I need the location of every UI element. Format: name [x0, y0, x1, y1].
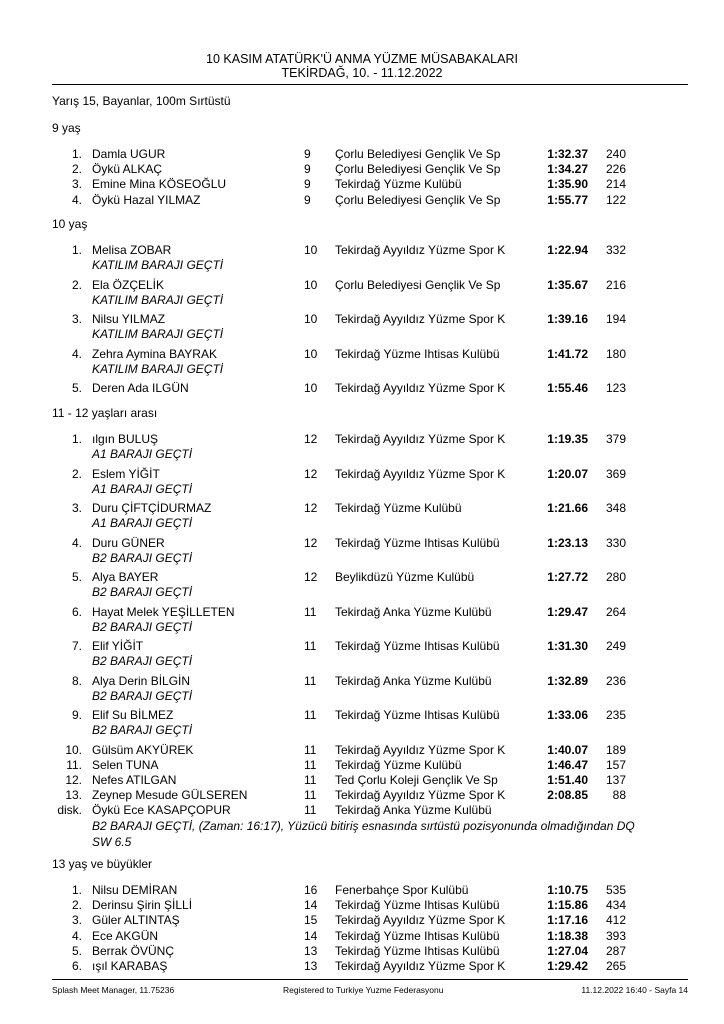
place-number: 4. — [71, 928, 82, 943]
swimmer-name: Öykü Hazal YILMAZ — [92, 192, 201, 207]
place-number: 1. — [71, 243, 82, 257]
club-name: Tekirdağ Ayyıldız Yüzme Spor K — [335, 913, 506, 928]
club-name: Tekirdağ Yüzme Kulübü — [335, 177, 462, 192]
points: 194 — [605, 312, 626, 326]
place-number: 5. — [71, 570, 82, 584]
points: 332 — [605, 243, 626, 257]
place-number: 11. — [66, 757, 82, 772]
swimmer-age: 16 — [304, 883, 318, 897]
swimmer-name: Melisa ZOBAR — [92, 243, 172, 257]
place-number: 5. — [71, 381, 82, 395]
age-group-heading: 13 yaş ve büyükler — [52, 857, 153, 871]
swimmer-age: 12 — [304, 432, 318, 446]
swimmer-name: Ela ÖZÇELİK — [92, 277, 165, 292]
swimmer-age: 9 — [304, 177, 311, 192]
swimmer-age: 11 — [304, 803, 317, 818]
swimmer-age: 10 — [304, 312, 318, 326]
place-number: 3. — [71, 312, 82, 326]
place-number: 8. — [71, 673, 82, 688]
finish-time: 1:32.37 — [547, 147, 588, 161]
result-row — [0, 674, 724, 689]
finish-time: 1:32.89 — [547, 673, 588, 688]
points: 280 — [605, 570, 626, 584]
footer-left: Splash Meet Manager, 11.75236 — [52, 985, 175, 995]
finish-time: 1:15.86 — [547, 898, 588, 913]
finish-time: 1:29.42 — [547, 959, 588, 973]
result-row — [0, 883, 724, 898]
points: 180 — [605, 346, 626, 361]
points: 88 — [612, 788, 626, 803]
points: 226 — [605, 162, 626, 177]
finish-time: 1:35.90 — [547, 177, 588, 192]
swimmer-age: 11 — [304, 772, 317, 787]
result-row — [0, 944, 724, 959]
place-number: 6. — [71, 604, 82, 619]
finish-time: 1:34.27 — [547, 162, 588, 177]
finish-time: 1:22.94 — [547, 243, 588, 257]
club-name: Tekirdağ Anka Yüzme Kulübü — [335, 604, 492, 619]
qualification-note: KATILIM BARAJI GEÇTİ — [92, 292, 224, 307]
place-number: 13. — [65, 788, 82, 803]
place-number: 5. — [71, 943, 82, 958]
result-row — [0, 708, 724, 723]
result-row — [0, 312, 724, 327]
points: 412 — [605, 913, 626, 928]
finish-time: 1:20.07 — [547, 466, 588, 481]
qualification-note: B2 BARAJI GEÇTİ — [92, 654, 193, 668]
swimmer-name: Öykü Ece KASAPÇOPUR — [92, 803, 231, 818]
club-name: Fenerbahçe Spor Kulübü — [335, 883, 469, 897]
footer-divider — [52, 979, 688, 980]
document-subtitle: TEKİRDAĞ, 10. - 11.12.2022 — [281, 66, 443, 80]
club-name: Tekirdağ Yüzme Kulübü — [335, 501, 462, 515]
points: 189 — [605, 742, 626, 757]
qualification-note: B2 BARAJI GEÇTİ — [92, 585, 193, 599]
result-row — [0, 773, 724, 788]
qualification-note: A1 BARAJI GEÇTİ — [92, 516, 193, 530]
result-row — [0, 243, 724, 258]
points: 122 — [605, 192, 626, 207]
finish-time: 1:19.35 — [547, 432, 588, 446]
club-name: Tekirdağ Yüzme Ihtisas Kulübü — [335, 898, 500, 913]
result-row — [0, 162, 724, 177]
points: 535 — [605, 883, 626, 897]
qualification-note: KATILIM BARAJI GEÇTİ — [92, 258, 224, 272]
result-row — [0, 898, 724, 913]
club-name: Çorlu Belediyesi Gençlik Ve Sp — [335, 192, 501, 207]
swimmer-age: 10 — [304, 277, 318, 292]
points: 235 — [605, 708, 626, 722]
swimmer-age: 11 — [304, 757, 317, 772]
place-number: 2. — [71, 162, 82, 177]
result-row — [0, 467, 724, 482]
place-number: 6. — [71, 959, 82, 973]
swimmer-age: 9 — [304, 147, 311, 161]
swimmer-name: Zehra Aymina BAYRAK — [92, 346, 217, 361]
place-number: 3. — [71, 177, 82, 192]
swimmer-name: Nilsu YILMAZ — [92, 312, 166, 326]
swimmer-name: Hayat Melek YEŞİLLETEN — [92, 604, 235, 619]
age-group-heading: 11 - 12 yaşları arası — [52, 406, 158, 420]
club-name: Tekirdağ Ayyıldız Yüzme Spor K — [335, 788, 506, 803]
result-row — [0, 803, 724, 818]
finish-time: 1:29.47 — [547, 604, 588, 619]
result-row — [0, 959, 724, 974]
points: 137 — [605, 772, 626, 787]
club-name: Tekirdağ Ayyıldız Yüzme Spor K — [335, 243, 506, 257]
club-name: Tekirdağ Anka Yüzme Kulübü — [335, 803, 492, 818]
swimmer-name: Ece AKGÜN — [92, 928, 159, 943]
place-number: 7. — [71, 639, 82, 653]
disqualification-note: B2 BARAJI GEÇTİ, (Zaman: 16:17), Yüzücü bitiriş esnasında sırtüstü pozisyonunda olmadığından DQ SW 6.5 — [92, 819, 635, 850]
place-number: disk. — [57, 803, 82, 818]
finish-time: 1:55.77 — [547, 192, 588, 207]
finish-time: 2:08.85 — [547, 788, 588, 803]
club-name: Tekirdağ Yüzme Ihtisas Kulübü — [335, 639, 500, 653]
finish-time: 1:35.67 — [547, 277, 588, 292]
result-row — [0, 743, 724, 758]
result-row — [0, 278, 724, 293]
club-name: Tekirdağ Ayyıldız Yüzme Spor K — [335, 742, 506, 757]
result-row — [0, 381, 724, 396]
result-row — [0, 347, 724, 362]
swimmer-age: 10 — [304, 346, 318, 361]
finish-time: 1:46.47 — [547, 757, 588, 772]
swimmer-name: Alya BAYER — [92, 570, 159, 584]
swimmer-name: ılgın BULUŞ — [92, 432, 159, 446]
club-name: Tekirdağ Yüzme Kulübü — [335, 757, 462, 772]
result-row — [0, 432, 724, 447]
club-name: Ted Çorlu Koleji Gençlik Ve Sp — [335, 772, 498, 787]
swimmer-name: Berrak ÖVÜNÇ — [92, 943, 175, 958]
finish-time: 1:18.38 — [547, 928, 588, 943]
swimmer-name: Elif Su BİLMEZ — [92, 708, 174, 722]
swimmer-age: 14 — [304, 898, 318, 913]
points: 379 — [605, 432, 626, 446]
qualification-note: A1 BARAJI GEÇTİ — [92, 481, 193, 496]
swimmer-name: Eslem YİĞİT — [92, 466, 160, 481]
qualification-note: B2 BARAJI GEÇTİ — [92, 619, 193, 634]
club-name: Tekirdağ Yüzme Ihtisas Kulübü — [335, 708, 500, 722]
club-name: Beylikdüzü Yüzme Kulübü — [335, 570, 475, 584]
finish-time: 1:23.13 — [547, 535, 588, 550]
finish-time: 1:39.16 — [547, 312, 588, 326]
age-group-heading: 9 yaş — [52, 121, 81, 135]
club-name: Çorlu Belediyesi Gençlik Ve Sp — [335, 277, 501, 292]
finish-time: 1:31.30 — [547, 639, 588, 653]
club-name: Tekirdağ Ayyıldız Yüzme Spor K — [335, 959, 506, 973]
swimmer-age: 11 — [304, 708, 317, 722]
swimmer-name: Öykü ALKAÇ — [92, 162, 163, 177]
finish-time: 1:55.46 — [547, 381, 588, 395]
age-group-heading: 10 yaş — [52, 217, 88, 231]
swimmer-age: 11 — [304, 788, 317, 803]
result-row — [0, 929, 724, 944]
swimmer-age: 11 — [304, 604, 317, 619]
result-row — [0, 570, 724, 585]
footer-right: 11.12.2022 16:40 - Sayfa 14 — [581, 985, 688, 995]
qualification-note: KATILIM BARAJI GEÇTİ — [92, 327, 224, 341]
place-number: 1. — [71, 432, 82, 446]
swimmer-age: 10 — [304, 243, 318, 257]
result-row — [0, 913, 724, 928]
header-divider — [52, 84, 688, 85]
place-number: 9. — [71, 708, 82, 722]
club-name: Tekirdağ Ayyıldız Yüzme Spor K — [335, 466, 506, 481]
points: 330 — [605, 535, 626, 550]
club-name: Tekirdağ Yüzme Ihtisas Kulübü — [335, 346, 500, 361]
swimmer-name: Alya Derin BİLGİN — [92, 673, 191, 688]
place-number: 4. — [71, 346, 82, 361]
swimmer-age: 12 — [304, 535, 318, 550]
points: 216 — [605, 277, 626, 292]
points: 240 — [605, 147, 626, 161]
club-name: Tekirdağ Yüzme Ihtisas Kulübü — [335, 943, 500, 958]
finish-time: 1:27.04 — [547, 943, 588, 958]
points: 123 — [605, 381, 626, 395]
swimmer-name: Nilsu DEMİRAN — [92, 883, 178, 897]
race-title: Yarış 15, Bayanlar, 100m Sırtüstü — [52, 94, 231, 108]
place-number: 4. — [71, 192, 82, 207]
place-number: 1. — [71, 883, 82, 897]
place-number: 2. — [71, 898, 82, 913]
finish-time: 1:33.06 — [547, 708, 588, 722]
club-name: Tekirdağ Ayyıldız Yüzme Spor K — [335, 312, 506, 326]
finish-time: 1:17.16 — [547, 913, 588, 928]
points: 393 — [605, 928, 626, 943]
club-name: Çorlu Belediyesi Gençlik Ve Sp — [335, 162, 501, 177]
swimmer-name: Duru GÜNER — [92, 535, 165, 550]
swimmer-age: 11 — [304, 673, 317, 688]
swimmer-age: 13 — [304, 959, 318, 973]
place-number: 4. — [71, 535, 82, 550]
swimmer-name: Selen TUNA — [92, 757, 159, 772]
result-row — [0, 758, 724, 773]
swimmer-name: Gülsüm AKYÜREK — [92, 742, 194, 757]
swimmer-age: 12 — [304, 466, 318, 481]
result-row — [0, 193, 724, 208]
place-number: 2. — [71, 277, 82, 292]
points: 214 — [605, 177, 626, 192]
swimmer-age: 13 — [304, 943, 318, 958]
qualification-note: KATILIM BARAJI GEÇTİ — [92, 361, 224, 376]
result-row — [0, 639, 724, 654]
points: 265 — [605, 959, 626, 973]
swimmer-age: 12 — [304, 501, 318, 515]
points: 434 — [605, 898, 626, 913]
result-row — [0, 501, 724, 516]
club-name: Çorlu Belediyesi Gençlik Ve Sp — [335, 147, 501, 161]
place-number: 12. — [65, 772, 82, 787]
points: 249 — [605, 639, 626, 653]
swimmer-age: 9 — [304, 162, 311, 177]
swimmer-name: Emine Mina KÖSEOĞLU — [92, 177, 227, 192]
swimmer-name: Nefes ATILGAN — [92, 772, 177, 787]
club-name: Tekirdağ Yüzme Ihtisas Kulübü — [335, 535, 500, 550]
swimmer-name: Derinsu Şirin ŞİLLİ — [92, 898, 193, 913]
qualification-note: B2 BARAJI GEÇTİ — [92, 723, 193, 737]
result-row — [0, 147, 724, 162]
points: 348 — [605, 501, 626, 515]
swimmer-age: 15 — [304, 913, 318, 928]
swimmer-age: 14 — [304, 928, 318, 943]
place-number: 2. — [71, 466, 82, 481]
club-name: Tekirdağ Ayyıldız Yüzme Spor K — [335, 381, 506, 395]
swimmer-name: Damla UGUR — [92, 147, 166, 161]
result-row — [0, 788, 724, 803]
club-name: Tekirdağ Anka Yüzme Kulübü — [335, 673, 492, 688]
place-number: 3. — [71, 501, 82, 515]
points: 157 — [605, 757, 626, 772]
qualification-note: B2 BARAJI GEÇTİ — [92, 688, 193, 703]
result-row — [0, 605, 724, 620]
swimmer-name: Zeynep Mesude GÜLSEREN — [92, 788, 248, 803]
swimmer-name: Elif YİĞİT — [92, 639, 144, 653]
swimmer-name: Güler ALTINTAŞ — [92, 913, 180, 928]
swimmer-age: 11 — [304, 639, 317, 653]
swimmer-age: 10 — [304, 381, 318, 395]
swimmer-age: 11 — [304, 742, 317, 757]
finish-time: 1:10.75 — [547, 883, 588, 897]
qualification-note: B2 BARAJI GEÇTİ — [92, 550, 193, 565]
points: 236 — [605, 673, 626, 688]
points: 264 — [605, 604, 626, 619]
club-name: Tekirdağ Ayyıldız Yüzme Spor K — [335, 432, 506, 446]
points: 287 — [605, 943, 626, 958]
swimmer-name: Duru ÇİFTÇİDURMAZ — [92, 501, 212, 515]
qualification-note: A1 BARAJI GEÇTİ — [92, 447, 193, 461]
place-number: 10. — [65, 742, 82, 757]
finish-time: 1:27.72 — [547, 570, 588, 584]
finish-time: 1:21.66 — [547, 501, 588, 515]
document-title: 10 KASIM ATATÜRK'Ü ANMA YÜZME MÜSABAKALARI — [206, 52, 518, 66]
swimmer-age: 12 — [304, 570, 318, 584]
footer-center: Registered to Turkiye Yuzme Federasyonu — [283, 985, 444, 995]
result-row — [0, 536, 724, 551]
finish-time: 1:41.72 — [547, 346, 588, 361]
points: 369 — [605, 466, 626, 481]
club-name: Tekirdağ Yüzme Ihtisas Kulübü — [335, 928, 500, 943]
swimmer-age: 9 — [304, 192, 311, 207]
finish-time: 1:40.07 — [547, 742, 588, 757]
finish-time: 1:51.40 — [547, 772, 588, 787]
place-number: 3. — [71, 913, 82, 928]
swimmer-name: ışıl KARABAŞ — [92, 959, 168, 973]
swimmer-name: Deren Ada ILGÜN — [92, 381, 189, 395]
result-row — [0, 177, 724, 192]
place-number: 1. — [71, 147, 82, 161]
